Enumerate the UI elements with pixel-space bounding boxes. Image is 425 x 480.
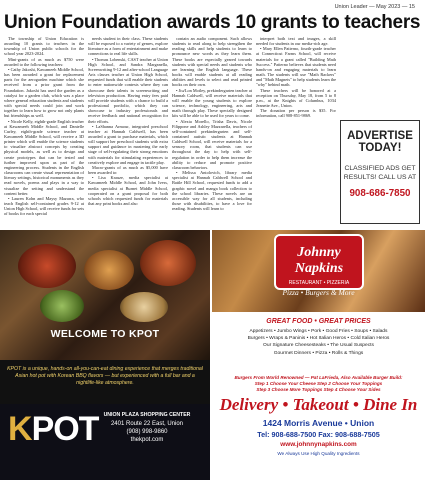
article-paragraph: The donation per person is $35. For information, call 908-851-9869. xyxy=(256,108,336,119)
jn-burgers xyxy=(216,375,421,392)
classified-subtitle: CLASSIFIED ADS GET RESULTS! CALL US AT xyxy=(343,165,417,181)
article-paragraph: These teachers will be honored at a reception on Thursday, May 18, from 5 to 8 p.m., at the Knights of Columbus, 1034 Jeanette Ave., Union. xyxy=(256,87,336,109)
jn-menu-line: Our Signature Cheesesteaks • The Usual Suspects xyxy=(263,343,374,349)
classified-title: ADVERTISE TODAY! xyxy=(347,130,413,154)
jn-burger-line: Burgers From World Renowned — Pat LaFrieda, Also Available Burger Build: xyxy=(234,375,403,380)
article-paragraph: Mini-grants of as much as $750 were awarded to the following teachers: xyxy=(4,56,84,67)
kpot-phone: (908) 998-9860 xyxy=(126,429,168,435)
article-paragraph: • Jiu/Lon Motley, prekindergarten teacher at Hannah Caldwell, will receive materials that will enable the young students to explore science, technology, engineering, arts and math through play. These specially designed kits will be able to be used for years to come. xyxy=(172,87,252,119)
kpot-description: KPOT is a unique, hands-on all-you-can-eat dining experience that merges traditional Asian hot pot with Korean BBQ flavors — but experienced with a full bar and a nightlife-like atmosphere. xyxy=(0,360,210,404)
classified-ad-box xyxy=(340,120,420,224)
article-paragraph: • Mary Ellen Patierno, fourth-grade teacher at Connecticut Farms School, will receive materials for a grant called "Building Math Success." Patierno believes that students need hands-on and engaging materials to learn math. The students will use "Math Rackers" and "Math Magnets" to help students learn the "why" behind math. xyxy=(256,46,336,88)
article-column-4 xyxy=(256,36,336,226)
jn-logo-sub: RESTAURANT • PIZZERIA xyxy=(288,280,350,286)
jn-menu-line: Appetizers • Jumbo Wings • Pork • Good Fries • Soups • Salads xyxy=(249,329,388,334)
jn-menu-line: Gourmet Dinners • Pizza • Rolls & Things xyxy=(273,350,364,356)
jn-address: 1424 Morris Avenue • Union xyxy=(262,418,375,428)
article-paragraph: The township of Union Education is awarding 10 grants to teachers in the township of Union public schools for the school year 2023-2024. xyxy=(4,36,84,57)
article-paragraph: • Alexia Morello, Trisha Davis, Nicole Filippone and Ashley Mazzarella, teachers of self-contained prekindergarten and self-contained autistic students at Hannah Caldwell School, will receive materials for a sensory room, that students can use throughout the day to help with self-regulation in order to help them increase the ability to reduce and promote positive classroom behaviors. xyxy=(172,118,252,170)
headline: Union Foundation awards 10 grants to teachers xyxy=(4,12,421,33)
article-paragraph: • Lauren Kohn and Maysy Mazarra, who teach English self-contained grades 9-12 at Union High School, will receive funds for sets of books for each special xyxy=(4,195,84,217)
jn-burger-line: Step 1 Choose Your Cheese Step 2 Choose Your Toppings xyxy=(254,380,383,386)
jn-name: Johnny Napkins xyxy=(294,245,344,276)
kpot-logo-k: K xyxy=(8,410,32,448)
jn-burger-line: Step 3 Choose More Toppings Step 4 Choose Your Sides xyxy=(256,386,381,392)
jn-website: www.johnnynapkins.com xyxy=(280,441,357,448)
food-photo xyxy=(0,230,210,360)
kpot-welcome: WELCOME TO KPOT xyxy=(50,328,160,340)
jn-menu-line: Burgers • Wraps & Paninis • Hot Italian Heros • Cold Italian Heros xyxy=(247,336,390,342)
article-paragraph: Macro-grants of as much as $5,000 have been awarded to: xyxy=(88,164,168,176)
kpot-website: thekpot.com xyxy=(130,437,164,443)
article-column-2 xyxy=(88,36,168,226)
kpot-logo-rest: POT xyxy=(31,410,99,448)
classified-phone: 908-686-7850 xyxy=(349,188,411,199)
kpot-info xyxy=(92,412,202,443)
article-paragraph: • Lisa Krauze, media specialist at Kawameeh Middle School, and John Ivess, media specialist at Burnet Middle School, cooperated on a grant proposal for both schools which requested funds for materials that any print books and also xyxy=(88,175,168,206)
article-paragraph: needs student in their class. These students will be exposed to a variety of genres, explore literature as a form of entertainment and make connections to real life skills. xyxy=(88,36,168,57)
article-paragraph: • Nicole Kelly, eighth-grade English teacher at Kawameeh Middle School, and Danielle Curley, eighth-grade science teacher at Kawameeh Middle School, will receive a 3D printer which will enable the science students to visualize abstract concepts by creating physical models, as well as to design and create prototypes that can be tested and further improved upon as part of the engineering process. Students in the English classrooms can create visual representation of literary settings, historical monuments as they read novels, poems and plays in a way to visualize the setting and understand the content better. xyxy=(4,118,84,196)
kpot-logo xyxy=(8,410,98,449)
article-paragraph: interpret both text and images, a skill needed for students in our media-rich age. xyxy=(256,36,336,47)
article-column-3 xyxy=(172,36,252,226)
article-paragraph: • Cathy Jakoshi, Kawameeh Middle School, has been awarded a grant for replacement parts for the aerogarden machine which she received from a prior grant from the Foundation. Jakoshi has used the garden as a catalyst for a garden club, which was a place where general education students and students with special needs could join and work together to learn how to grow not only plants but friendships as well. xyxy=(4,66,84,119)
jn-phone: Tel: 908-688-7500 Fax: 908-688-7505 xyxy=(257,430,380,439)
jn-great-food: GREAT FOOD • GREAT PRICES xyxy=(266,318,371,325)
article-paragraph: • LaShanna Armour, integrated preschool teacher at Hannah Caldwell, has been awarded a grant to purchase materials, which will support her preschool students with extra support and guidance in mastering the early stage of self-regulating their strong emotions with materials for stimulating experiences to creatively explore and engage in tactile play. xyxy=(88,123,168,165)
jn-logo xyxy=(274,234,364,290)
jn-delivery-takeout: Delivery • Takeout • Dine In xyxy=(219,395,418,414)
page-header: Union Leader — May 2023 — 15 xyxy=(334,4,415,10)
jn-menu xyxy=(216,328,421,357)
article-paragraph: • Melissa Antolovich, library media specialist at Hannah Caldwell School and Battle Hill School, requested funds to add a graphic novel and manga book collection to the school libraries. These novels are an accessible way for all students, including those with disabilities, to have a love for reading. Students will learn to xyxy=(172,170,252,212)
kpot-plaza: UNION PLAZA SHOPPING CENTER xyxy=(103,412,191,418)
jn-tagline: Pizza • Burgers & More xyxy=(282,288,355,297)
kpot-address: 2401 Route 22 East, Union xyxy=(110,421,184,427)
article-paragraph: contain an audio component. Such allows students to read along to help strengthen the reading skills and help students to learn to pronounce new words as they learn them. These books are especially geared towards students with special needs and students who are learning the English language. These books will enable students at all reading abilities and levels to select and read printed books on their own. xyxy=(172,36,252,88)
article-column-1 xyxy=(4,36,84,226)
kpot-ad xyxy=(0,230,210,480)
johnny-napkins-ad xyxy=(212,230,425,480)
jn-credo: We Always Use High Quality Ingredients xyxy=(277,451,360,456)
article-paragraph: • Thomas Lobenski, CAST teacher at Union High School, and Sandra Marganella, Screenwriting 9-12 and after-school Language Arts classes teacher at Union High School, requested funds that will enable their students to enter nationwide contests where they can showcase their talents in screenwriting and television production. Having entry fees paid will provide students with a chance to build a professional portfolio, which they can showcase to industry professionals and receive feedback and national recognition for their efforts. xyxy=(88,56,168,124)
